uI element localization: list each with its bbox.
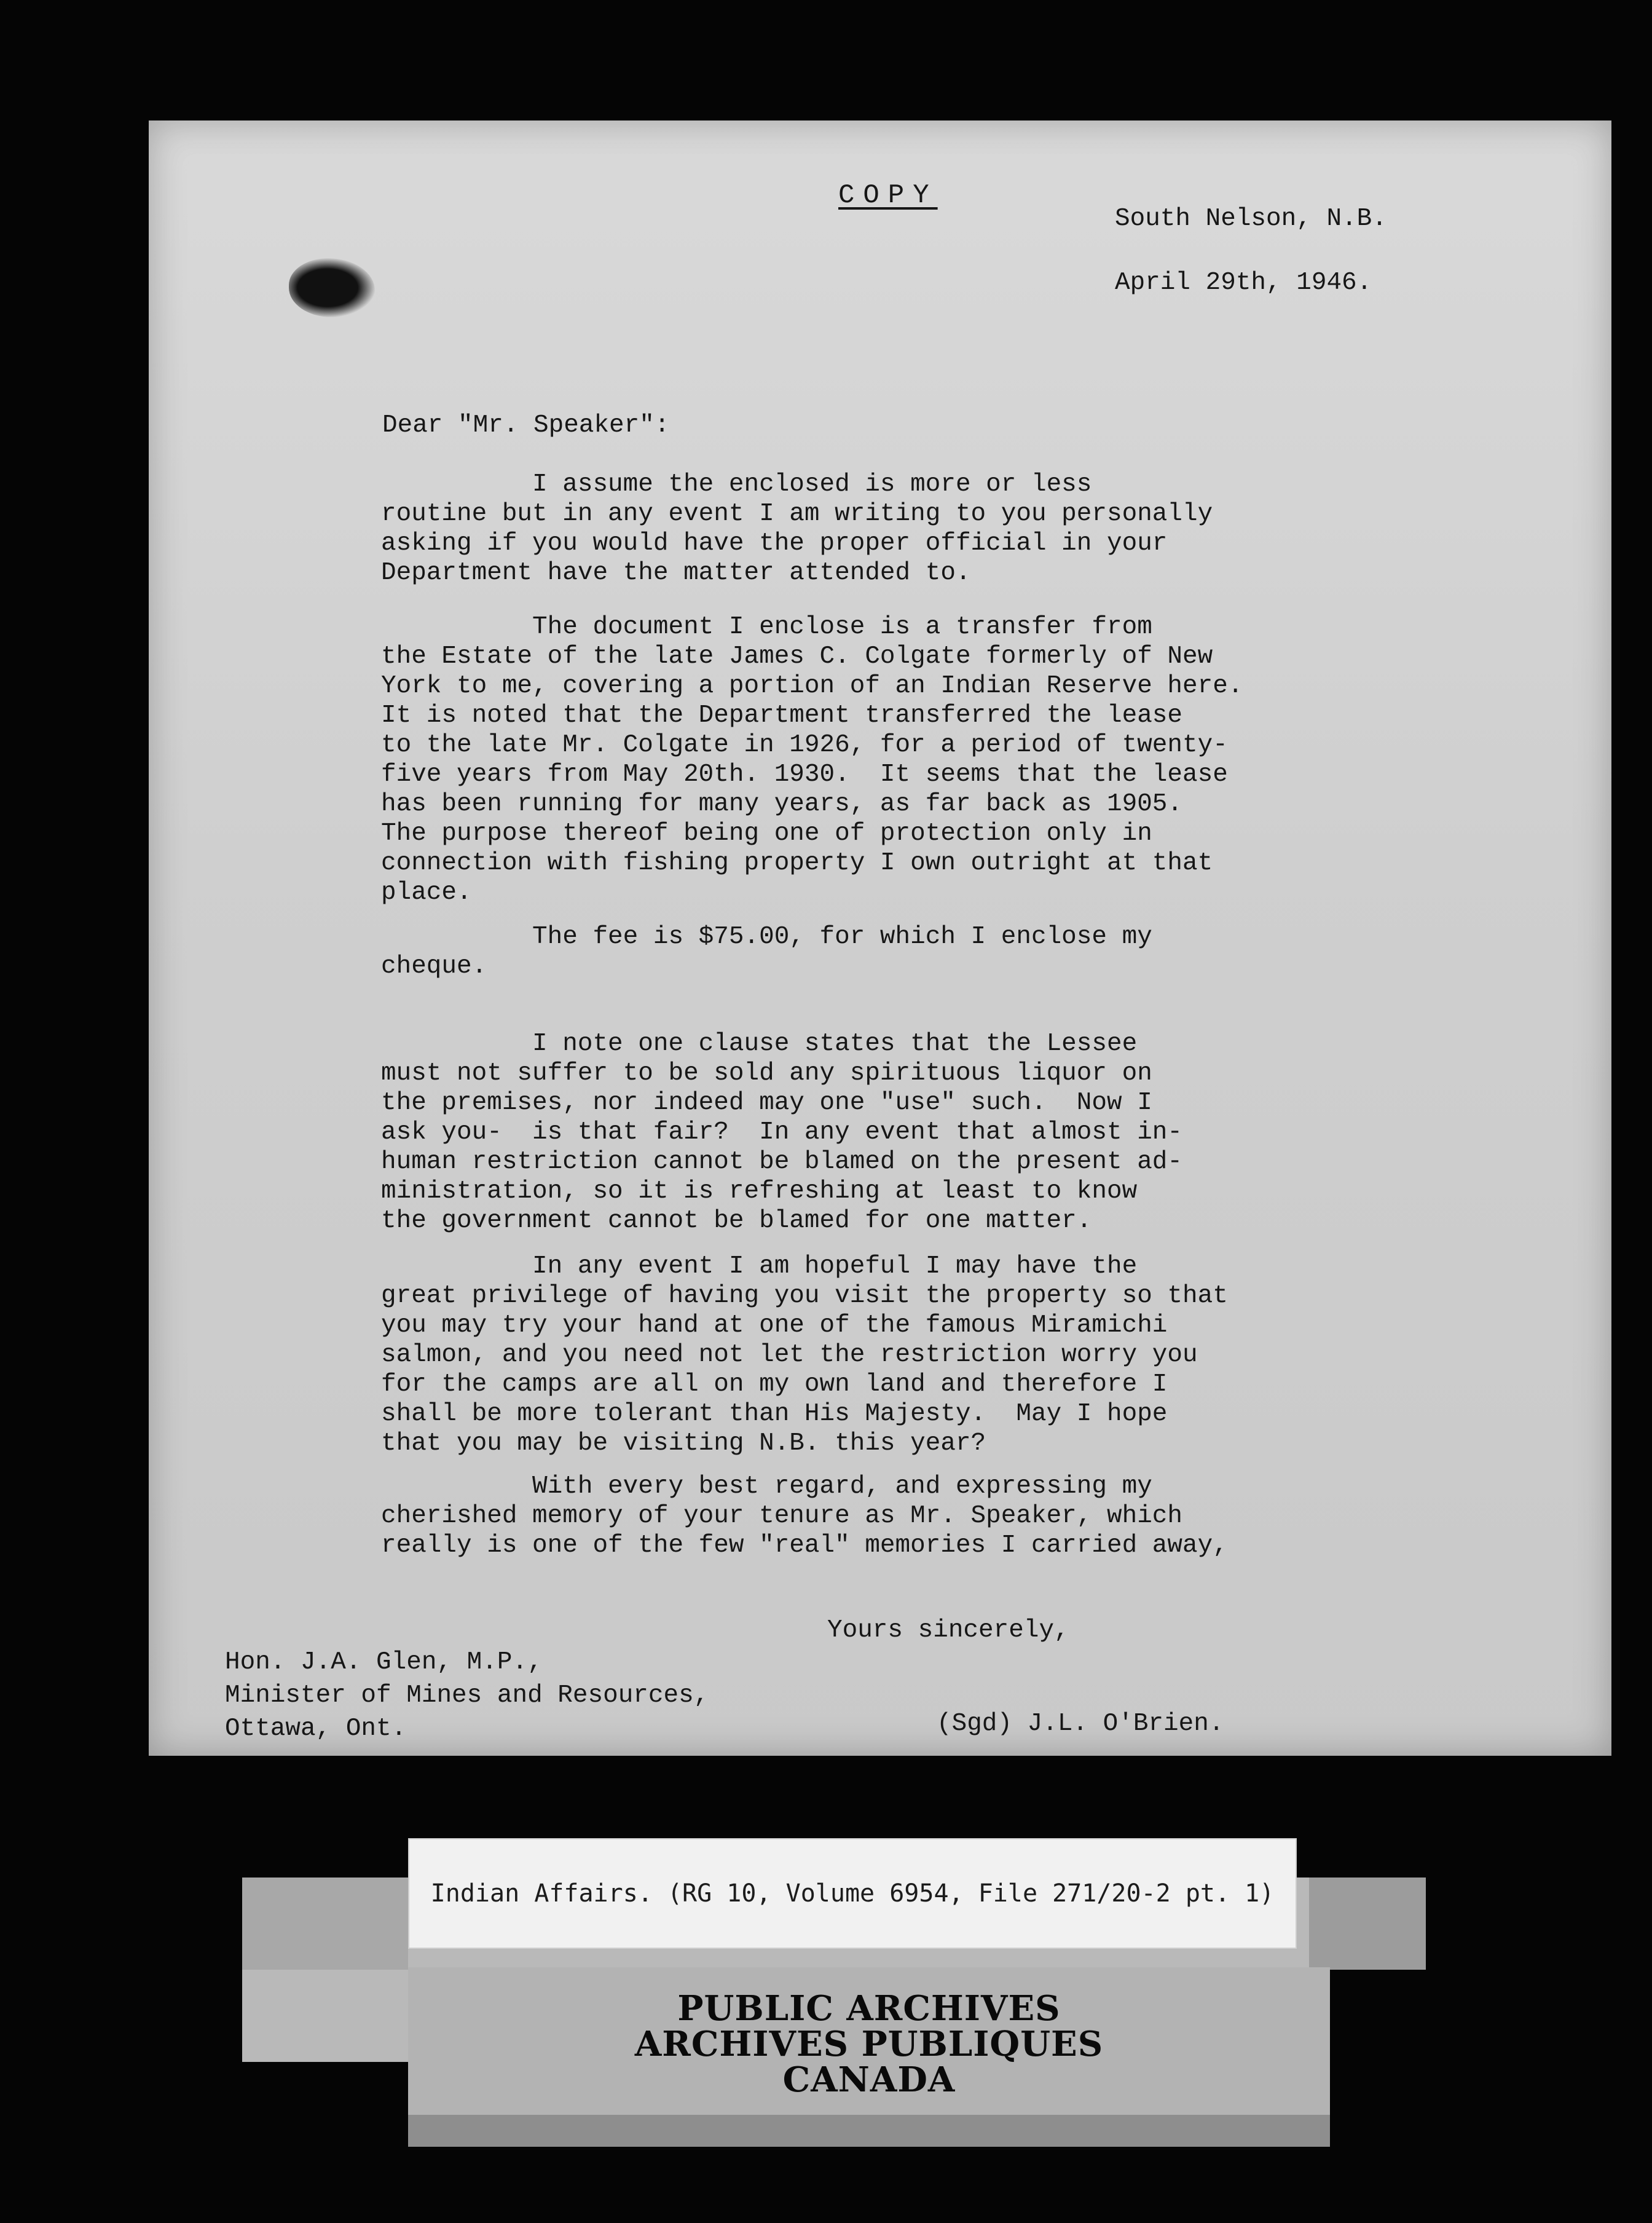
text-line: salmon, and you need not let the restriction worry you (381, 1341, 1198, 1369)
text-line: ask you- is that fair? In any event that almost in- (381, 1118, 1183, 1147)
letter-page (149, 120, 1611, 1756)
text-line: really is one of the few "real" memories I carried away, (381, 1531, 1228, 1560)
text-line: asking if you would have the proper official in your (381, 529, 1168, 558)
text-line: place. (381, 879, 472, 907)
text-line: Department have the matter attended to. (381, 559, 971, 587)
text-line: York to me, covering a portion of an Indian Reserve here. (381, 672, 1243, 700)
archive-reference-label (408, 1838, 1297, 1949)
stamp-line: PUBLIC ARCHIVES (677, 1988, 1061, 2029)
archive-reference: Indian Affairs. (RG 10, Volume 6954, File 271/20-2 pt. 1) (430, 1879, 1275, 1908)
text-line: must not suffer to be sold any spirituous liquor on (381, 1059, 1152, 1088)
text-line: The document I enclose is a transfer from (381, 613, 1152, 641)
paragraph (381, 1252, 1228, 1458)
text-line: The purpose thereof being one of protection only in (381, 819, 1152, 848)
text-line: The fee is $75.00, for which I enclose my (381, 923, 1152, 951)
paragraph (381, 470, 1213, 588)
paragraph (381, 922, 1152, 981)
text-line: cherished memory of your tenure as Mr. Speaker, which (381, 1502, 1183, 1530)
signature: (Sgd) J.L. O'Brien. (937, 1710, 1224, 1738)
label-bottom-strip (408, 2115, 1330, 2147)
text-line: five years from May 20th. 1930. It seems that the lease (381, 760, 1228, 789)
ink-blot (289, 258, 375, 317)
text-line: With every best regard, and expressing my (381, 1472, 1152, 1501)
paragraph (381, 612, 1243, 907)
text-line: I note one clause states that the Lessee (381, 1030, 1138, 1058)
salutation: Dear "Mr. Speaker": (382, 411, 670, 440)
text-line: routine but in any event I am writing to you personally (381, 500, 1213, 528)
text-line: In any event I am hopeful I may have the (381, 1252, 1138, 1281)
text-line: to the late Mr. Colgate in 1926, for a period of twenty- (381, 731, 1228, 759)
recipient-line: Minister of Mines and Resources, (225, 1681, 709, 1710)
text-line: the Estate of the late James C. Colgate formerly of New (381, 642, 1213, 671)
recipient-line: Ottawa, Ont. (225, 1715, 407, 1743)
text-line: you may try your hand at one of the famous Miramichi (381, 1311, 1168, 1340)
text-line: human restriction cannot be blamed on the present ad- (381, 1148, 1183, 1176)
text-line: shall be more tolerant than His Majesty. May I hope (381, 1400, 1168, 1428)
stamp-line: ARCHIVES PUBLIQUES (634, 2024, 1104, 2064)
paragraph (381, 1472, 1228, 1560)
text-line: has been running for many years, as far back as 1905. (381, 790, 1183, 818)
text-line: I assume the enclosed is more or less (381, 470, 1092, 499)
text-line: that you may be visiting N.B. this year? (381, 1429, 986, 1458)
text-line: for the camps are all on my own land and therefore I (381, 1370, 1168, 1399)
text-line: the premises, nor indeed may one "use" such. Now I (381, 1089, 1152, 1117)
text-line: great privilege of having you visit the property so that (381, 1282, 1228, 1310)
recipient-address (225, 1648, 709, 1747)
letter-date: April 29th, 1946. (1115, 269, 1372, 297)
paragraph (381, 1029, 1182, 1236)
stamp-line: CANADA (782, 2059, 956, 2100)
sender-place: South Nelson, N.B. (1115, 205, 1387, 233)
text-line: connection with fishing property I own outright at that (381, 849, 1213, 877)
complimentary-close: Yours sincerely, (827, 1616, 1069, 1645)
text-line: cheque. (381, 952, 487, 981)
text-line: the government cannot be blamed for one matter. (381, 1207, 1092, 1235)
text-line: ministration, so it is refreshing at least to know (381, 1177, 1138, 1206)
archive-label-tab-right (1309, 1878, 1426, 1970)
archive-stamp (408, 1967, 1330, 2115)
copy-heading: COPY (838, 180, 938, 211)
text-line: It is noted that the Department transferred the lease (381, 701, 1183, 730)
archive-label-tab-left (242, 1878, 408, 1970)
recipient-line: Hon. J.A. Glen, M.P., (225, 1648, 543, 1676)
